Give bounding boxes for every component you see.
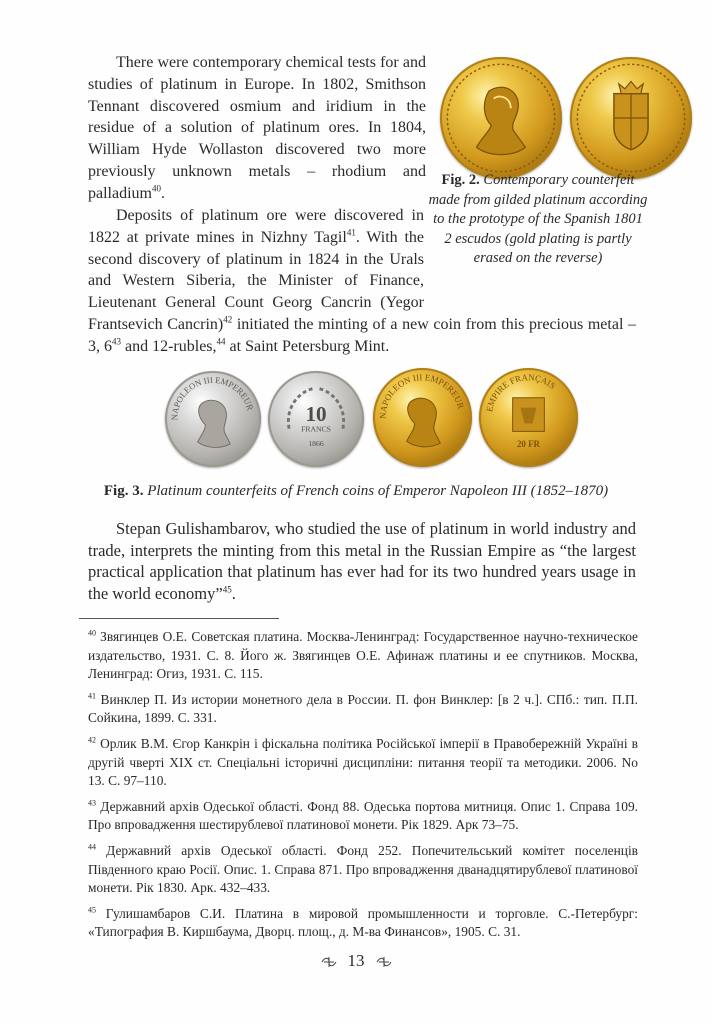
paragraph-2: Deposits of platinum ore were discovered in 1822 at private mines in Nizhny Tagil$^{41}$. With the second discovery of platinum in 1824 in the Urals and Western Siberia, the Minister of Finance, Lieutenant General Count Georg Cancrin (Yegor Frantsevich Cancrin)$^{42}$ initiated the minting of a new coin from this precious metal – 3, $6^{43}$ and 12-rubles,$^{44}$ at Saint Petersburg Mint.	[88, 207, 637, 355]
footnotes	[88, 628, 638, 942]
portrait-bust-icon	[440, 57, 562, 179]
paragraph-1: There were contemporary chemical tests for and studies of platinum in Europe. In 1802, Smithson Tennant discovered osmium and iridium in the residue of a solution of platinum ores. In 1804, William Hyde Wollaston discovered two more previously unknown metals – rhodium and palladium$^{40}$.	[88, 54, 426, 202]
fig3-coin-silver-reverse	[268, 371, 364, 467]
napoleon-portrait-icon	[165, 371, 261, 467]
footnote-44: $^{44}$ Державний архів Одеської області. Фонд 252. Попечительський комітет поселенців Південного краю Росії. Опис. 1. Справа 871. Про впровадження дванадцятирублевої платинової монети. Рік 1830. Арк. 432–433.	[88, 842, 638, 896]
imperial-arms-icon	[479, 368, 578, 467]
page-number: 13	[347, 951, 365, 970]
footnote-ref: 43	[112, 336, 121, 347]
svg-text:EMPIRE FRANÇAIS: EMPIRE FRANÇAIS	[484, 372, 558, 413]
fig2-caption: Fig. 2. Contemporary counterfeit made from gilded platinum according to the prototype of the Spanish 1801 2 escudos (gold plating is partly erased on the reverse)	[428, 172, 648, 266]
svg-text:1866: 1866	[308, 438, 324, 448]
ornament-right-icon	[375, 955, 393, 969]
footnote-ref: 40	[151, 183, 161, 194]
footnote-40: $^{40}$ Звягинцев О.Е. Советская платина. Москва-Ленинград: Государственное научно-техническое издательство, 1931. С. 8. Його ж. Звягинцев О.Е. Афинаж платины и ее спутников. Москва, Ленинград: Огиз, 1931. С. 115.	[88, 628, 638, 682]
footnote-separator	[79, 618, 279, 619]
footnote-41: $^{41}$ Винклер П. Из истории монетного дела в России. П. фон Винклер: [в 2 ч.]. СПб.: тип. П.П. Сойкина, 1899. С. 331.	[88, 691, 638, 726]
wreath-icon	[268, 371, 364, 467]
ornament-left-icon	[320, 955, 338, 969]
fig3-caption: Fig. 3. Platinum counterfeits of French coins of Emperor Napoleon III (1852–1870)	[103, 483, 609, 499]
fig3-coin-gold-reverse	[479, 368, 578, 467]
footnote-43: $^{43}$ Державний архів Одеської області. Фонд 88. Одеська портова митниця. Опис 1. Справа 109. Про впровадження шестирублевої платинової монети. Рік 1829. Арк 73–75.	[88, 798, 638, 833]
svg-text:NAPOLEON III EMPEREUR: NAPOLEON III EMPEREUR	[377, 372, 467, 420]
coat-of-arms-icon	[570, 57, 692, 179]
paragraph-3: Stepan Gulishambarov, who studied the use of platinum in world industry and trade, interprets the minting from this metal in the Russian Empire as “the largest practical application that platinum has ever had for its two hundred years usage in the world economy”$^{45}$.	[88, 519, 636, 603]
fig3-coin-silver-obverse	[165, 371, 261, 467]
page-footer	[0, 951, 712, 971]
fig3-coin-gold-obverse	[373, 368, 472, 467]
footnote-ref: 44	[216, 336, 226, 347]
svg-text:10: 10	[305, 401, 327, 426]
footnote-ref: 42	[223, 314, 233, 325]
napoleon-portrait-icon	[373, 368, 472, 467]
footnote-42: $^{42}$ Орлик В.М. Єгор Канкрін і фіскальна політика Російської імперії в Правобережній Україні в другій чверті XIX ст. Спеціальні історичні дисципліни: питання теорії та методики. 2006. No 13. С. 97–110.	[88, 735, 638, 789]
svg-text:FRANCS: FRANCS	[301, 424, 331, 434]
footnote-ref: 41	[346, 227, 356, 238]
footnote-ref: 45	[222, 584, 232, 595]
fig2-coin-obverse	[440, 57, 562, 179]
svg-text:20 FR: 20 FR	[516, 439, 541, 450]
fig2-coin-reverse	[570, 57, 692, 179]
svg-text:NAPOLEON III EMPEREUR: NAPOLEON III EMPEREUR	[169, 374, 256, 421]
footnote-45: $^{45}$ Гулишамбаров С.И. Платина в мировой промышленности и торговле. С.-Петербург: «Типография В. Киршбаума, Дворц. площ., д. М-ва Финансов», 1905. С. 31.	[88, 905, 638, 940]
